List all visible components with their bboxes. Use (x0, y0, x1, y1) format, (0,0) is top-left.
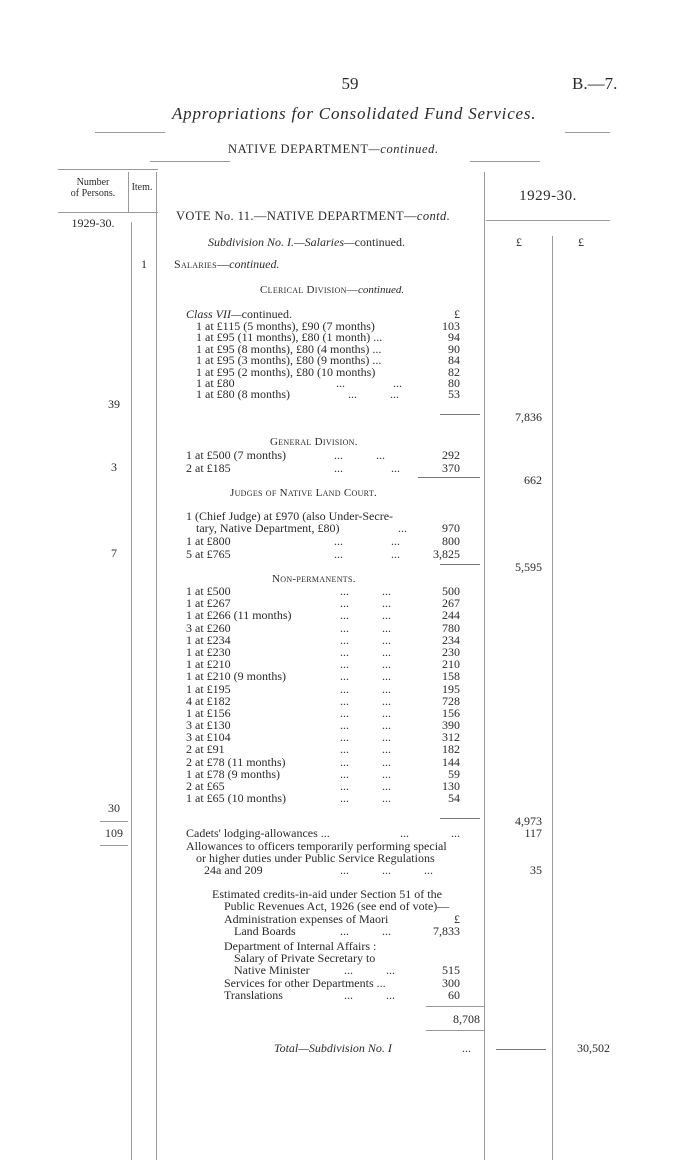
text-amount-divider (484, 172, 485, 1160)
row-description: 1 at £210 (186, 657, 231, 672)
row-description: 1 at £80 (8 months) (196, 387, 290, 402)
row-value: 158 (442, 669, 460, 684)
other-departments-value: 300 (442, 976, 460, 990)
subdivision-continued: continued. (354, 235, 405, 249)
translations-dots: ... ... (344, 988, 395, 1002)
row-value: 94 (448, 330, 460, 345)
row-dots: ... ... (334, 448, 385, 462)
other-departments-label: Services for other Departments ... (224, 976, 386, 990)
row-description: 1 at £95 (3 months), £80 (9 months) ... (196, 353, 382, 368)
officers-allowance-line1: Allowances to officers temporarily performing special (186, 839, 447, 853)
private-secretary-dots: ... ... (344, 963, 395, 977)
row-description: 1 at £80 (196, 375, 235, 390)
row-value: 195 (442, 681, 460, 696)
row-description: 1 at £95 (11 months), £80 (1 month) ... (196, 330, 383, 345)
row-dots: ... ... (340, 681, 391, 696)
row-dots: ... ... (340, 620, 391, 635)
cadets-allowance-label: Cadets' lodging-allowances ... (186, 826, 330, 840)
clerical-continued: continued. (357, 284, 405, 296)
clerical-total: 7,836 (515, 410, 542, 424)
row-value: 182 (442, 742, 460, 757)
row-value: 390 (442, 718, 460, 733)
internal-affairs-heading: Department of Internal Affairs : (224, 939, 377, 953)
row-description: 1 at £500 (7 months) (186, 448, 286, 462)
clerical-label: Clerical Division— (260, 284, 358, 296)
salaries-heading (174, 258, 279, 271)
row-value: 312 (442, 730, 460, 745)
row-value: 144 (442, 754, 460, 769)
department-continued: —continued. (368, 142, 439, 156)
judges-chief-value: 970 (442, 521, 460, 535)
credits-line2: Public Revenues Act, 1926 (see end of vote)— (224, 899, 450, 913)
row-dots: ... ... (334, 534, 400, 548)
general-subtotal-rule (418, 477, 480, 478)
row-value: 130 (442, 779, 460, 793)
table-row (186, 792, 476, 804)
cadets-allowance-dots: ... ... (400, 826, 460, 840)
credits-total-rule-top (426, 1006, 484, 1007)
row-value: 234 (442, 632, 460, 647)
credits-pound-sign: £ (454, 912, 460, 926)
row-value: 800 (442, 534, 460, 548)
row-value: 500 (442, 584, 460, 598)
row-description: 5 at £765 (186, 546, 231, 561)
page-number: 59 (341, 74, 359, 93)
pound-header-2: £ (578, 235, 584, 249)
officers-allowance-line3: 24a and 209 (204, 863, 263, 877)
persons-total-rule (100, 821, 128, 822)
row-description: 1 at £800 (186, 534, 231, 548)
row-description: 1 at £115 (5 months), £90 (7 months) (196, 319, 375, 333)
row-dots: ... ... (340, 705, 391, 720)
row-dots: ... ... (334, 461, 400, 475)
row-dots: ... ... (340, 644, 391, 659)
item-text-divider (156, 172, 157, 1160)
admin-expenses-value: 7,833 (433, 924, 460, 938)
table-row (186, 462, 476, 475)
row-description: 1 at £230 (186, 644, 231, 659)
general-total: 662 (524, 473, 542, 487)
row-value: 370 (442, 461, 460, 475)
vote-title-main: VOTE No. 11.—NATIVE DEPARTMENT— (176, 209, 417, 223)
row-description: 1 at £156 (186, 705, 231, 720)
row-value: 292 (442, 448, 460, 462)
page-title: Appropriations for Consolidated Fund Services. (172, 104, 537, 123)
table-row (186, 535, 476, 548)
department-heading (228, 142, 439, 157)
admin-expenses-line1: Administration expenses of Maori (224, 912, 389, 926)
nonperm-subtotal-rule (440, 818, 480, 819)
row-dots: ... ... (340, 730, 391, 745)
pound-header-1: £ (516, 235, 522, 249)
row-value: 59 (448, 766, 460, 781)
officers-allowance-dots: ... ... ... (340, 863, 433, 877)
row-value: 156 (442, 705, 460, 720)
vote-title (176, 209, 450, 224)
credits-line1: Estimated credits-in-aid under Section 51 of the (212, 887, 442, 901)
row-description: 1 at £195 (186, 681, 231, 696)
clerical-heading (260, 284, 404, 296)
department-name: NATIVE DEPARTMENT (228, 142, 369, 156)
row-value: 230 (442, 644, 460, 659)
row-value: 780 (442, 620, 460, 635)
row-dots: ... ... (340, 669, 391, 684)
row-dots: ... ... (340, 584, 391, 598)
vote-title-contd: contd. (416, 209, 451, 223)
item-column-rule (131, 222, 132, 1160)
subdivision-title: Subdivision No. I.—Salaries— (208, 235, 355, 249)
row-description: 1 at £210 (9 months) (186, 669, 286, 684)
clerical-rows (186, 320, 476, 400)
salaries-continued: continued. (229, 257, 280, 271)
judges-subtotal-rule (440, 564, 480, 565)
department-rule-left (150, 161, 230, 162)
row-description: 3 at £104 (186, 730, 231, 745)
row-description: 2 at £185 (186, 461, 231, 475)
table-row (186, 731, 476, 743)
table-top-rule (58, 169, 158, 170)
subdivision-total-label: Total—Subdivision No. I (274, 1041, 392, 1055)
nonperm-persons: 30 (108, 801, 120, 815)
row-dots: ... ... (336, 375, 402, 390)
table-row (186, 683, 476, 695)
item-number: 1 (141, 257, 147, 271)
row-dots: ... ... (340, 693, 391, 708)
judges-chief-line1: 1 (Chief Judge) at £970 (also Under-Secre- (186, 509, 394, 523)
amount-year-header: 1929-30. (519, 188, 577, 204)
row-value: 80 (448, 375, 460, 390)
persons-header-line2: of Persons. (70, 188, 116, 199)
judges-rows (186, 535, 476, 560)
row-dots: ... ... (340, 742, 391, 757)
persons-header-rule (58, 212, 158, 213)
row-dots: ... ... (340, 766, 391, 781)
row-value: 53 (448, 387, 460, 402)
row-dots: ... ... (340, 754, 391, 769)
table-row (186, 609, 476, 621)
general-persons: 3 (111, 460, 117, 474)
row-value: 90 (448, 341, 460, 356)
admin-expenses-dots: ... ... (340, 924, 391, 938)
row-description: 1 at £500 (186, 584, 231, 598)
judges-heading: Judges of Native Land Court. (230, 487, 378, 499)
row-dots: ... ... (340, 779, 391, 793)
credits-total: 8,708 (453, 1012, 480, 1026)
row-dots: ... ... (340, 632, 391, 647)
row-dots: ... ... (340, 596, 391, 611)
subdivision-total-rule (496, 1049, 546, 1050)
table-row (186, 548, 476, 561)
row-value: 210 (442, 657, 460, 672)
judges-chief-dots: ... (398, 521, 407, 535)
row-description: 2 at £78 (11 months) (186, 754, 286, 769)
amount-column-divider (552, 236, 553, 1160)
row-description: 3 at £260 (186, 620, 231, 635)
persons-grand-total: 109 (105, 826, 123, 840)
row-dots: ... ... (334, 546, 400, 561)
cadets-allowance-value: 117 (524, 826, 542, 840)
row-value: 267 (442, 596, 460, 611)
table-row (186, 387, 476, 402)
row-dots: ... ... (340, 608, 391, 623)
table-row (186, 353, 476, 368)
row-value: 54 (448, 791, 460, 806)
judges-chief-line2: tary, Native Department, £80) (196, 521, 340, 535)
row-value: 244 (442, 608, 460, 623)
row-description: 1 at £267 (186, 596, 231, 611)
row-value: 3,825 (433, 546, 460, 561)
table-row (186, 743, 476, 755)
nonperm-total: 4,973 (515, 814, 542, 828)
row-dots: ... ... (340, 657, 391, 672)
title-rule-right (565, 132, 610, 133)
row-description: 3 at £130 (186, 718, 231, 733)
subdivision-total-value: 30,502 (577, 1041, 610, 1055)
row-description: 1 at £95 (8 months), £80 (4 months) ... (196, 341, 382, 356)
judges-persons: 7 (111, 546, 117, 560)
row-dots: ... ... (340, 791, 391, 806)
subdivision-heading (208, 236, 405, 249)
clerical-persons: 39 (108, 397, 120, 411)
private-secretary-line2: Native Minister (234, 963, 310, 977)
nonperm-heading: Non-permanents. (272, 573, 356, 585)
persons-grand-rule (100, 845, 128, 846)
clerical-subtotal-rule (440, 414, 480, 415)
nonperm-rows (186, 585, 476, 804)
row-value: 84 (448, 353, 460, 368)
row-description: 1 at £65 (10 months) (186, 791, 286, 806)
row-value: 82 (448, 364, 460, 379)
persons-header-line1: Number (76, 177, 110, 188)
translations-label: Translations (224, 988, 283, 1002)
title-rule-left (95, 132, 165, 133)
class-continued: continued. (241, 307, 292, 321)
class-label: Class VII— (186, 307, 242, 321)
table-row (186, 670, 476, 682)
table-row (186, 622, 476, 634)
row-description: 2 at £91 (186, 742, 225, 757)
persons-year-header: 1929-30. (71, 216, 115, 230)
officers-allowance-value: 35 (530, 863, 542, 877)
amount-header-rule (486, 220, 610, 221)
document-reference: B.—7. (572, 74, 618, 93)
clerical-pound-sign: £ (454, 307, 460, 321)
salaries-label: Salaries— (174, 257, 230, 271)
credits-total-rule-bottom (426, 1030, 484, 1031)
general-heading: General Division. (270, 436, 358, 448)
row-description: 1 at £78 (9 months) (186, 766, 280, 781)
table-row (186, 768, 476, 780)
persons-column-header (58, 177, 128, 199)
subdivision-total-dots: ... (462, 1041, 471, 1055)
translations-value: 60 (448, 988, 460, 1002)
private-secretary-value: 515 (442, 963, 460, 977)
row-description: 1 at £234 (186, 632, 231, 647)
row-value: 103 (442, 319, 460, 333)
row-value: 728 (442, 693, 460, 708)
table-row (186, 756, 476, 768)
private-secretary-line1: Salary of Private Secretary to (234, 951, 376, 965)
officers-allowance-line2: or higher duties under Public Service Regulations (196, 851, 435, 865)
row-description: 2 at £65 (186, 779, 225, 793)
general-rows (186, 449, 476, 475)
row-dots: ... ... (348, 387, 399, 402)
row-description: 4 at £182 (186, 693, 231, 708)
row-dots: ... ... (340, 718, 391, 733)
department-rule-right (470, 161, 540, 162)
item-column-header: Item. (131, 182, 153, 193)
row-description: 1 at £266 (11 months) (186, 608, 292, 623)
row-description: 1 at £95 (2 months), £80 (10 months) (196, 364, 376, 379)
judges-total: 5,595 (515, 560, 542, 574)
admin-expenses-line2: Land Boards (234, 924, 296, 938)
